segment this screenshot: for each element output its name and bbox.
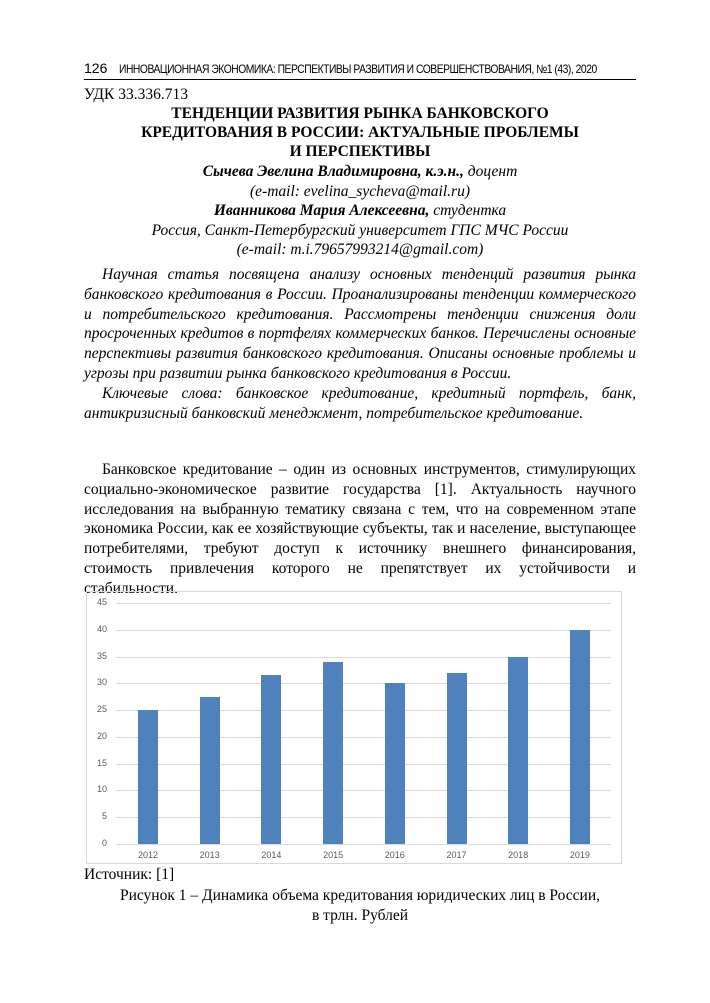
y-tick-label: 15 [96,757,107,768]
author-role: студентка [429,202,507,219]
caption-line: Рисунок 1 – Динамика объема кредитования юридических лиц в России, [119,887,601,904]
author-email: (e-mail: m.i.79657993214@gmail.com) [236,241,484,258]
title-line: КРЕДИТОВАНИЯ В РОССИИ: АКТУАЛЬНЫЕ ПРОБЛЕМЫ [141,124,579,141]
x-tick-label: 2017 [446,850,467,860]
x-tick-label: 2013 [199,850,220,860]
x-tick-label: 2014 [261,850,282,860]
gridline [116,790,611,791]
caption-line: в трлн. Рублей [311,906,409,924]
gridline [116,630,611,631]
x-tick-label: 2016 [384,850,405,860]
y-tick-label: 10 [96,784,107,795]
bar-2017 [447,673,467,844]
keywords: Ключевые слова: банковское кредитование, кредитный портфель, банк, антикризисный банковский менеджмент, потребительское кредитование. [84,384,636,422]
author-name: Сычева Эвелина Владимировна, к.э.н., [202,163,464,180]
body-text [84,460,636,599]
abstract [84,265,636,423]
gridline [116,657,611,658]
bar-2016 [385,683,405,844]
x-tick-label: 2012 [137,850,159,860]
abstract-text: Научная статья посвящена анализу основных тенденций развития рынка банковского кредитования в России. Проанализированы тенденции коммерческого и потребительского кредитования. Рассмотрены тенденции снижения доли просроченных кредитов в портфелях коммерческих банков. Перечислены основные перспективы развития банковского кредитования. Описаны основные проблемы и угрозы при развитии рынка банковского кредитования в России. [84,266,636,382]
bar-2018 [508,657,528,844]
y-tick-label: 35 [96,650,107,661]
author-name: Иванникова Мария Алексеевна, [213,202,430,219]
bar-2019 [570,630,590,844]
gridline [116,817,611,818]
x-tick-label: 2019 [569,850,590,860]
figure-caption [84,886,636,925]
author-1 [84,162,636,182]
page-number: 126 [84,60,108,76]
bar-chart [86,591,622,864]
gridline [116,737,611,738]
article-title [84,104,636,161]
y-tick-label: 0 [101,838,107,848]
bar-2012 [138,710,158,844]
title-line: ТЕНДЕНЦИИ РАЗВИТИЯ РЫНКА БАНКОВСКОГО [171,105,549,122]
author-2 [84,201,636,221]
y-tick-label: 25 [96,704,107,715]
author-role: доцент [463,163,518,180]
gridline [116,844,611,845]
author-affiliation: Россия, Санкт-Петербургский университет ГПС МЧС России [151,221,569,239]
gridline [116,764,611,765]
author-email: (e-mail: evelina_sycheva@mail.ru) [250,182,470,200]
title-line: И ПЕРСПЕКТИВЫ [289,143,431,160]
bar-2015 [323,662,343,844]
gridline [116,603,611,604]
y-tick-label: 40 [96,623,107,634]
gridline [116,710,611,711]
journal-title: ИННОВАЦИОННАЯ ЭКОНОМИКА: ПЕРСПЕКТИВЫ РАЗВИТИЯ И СОВЕРШЕНСТВОВАНИЯ, №1 (43), 2020 [119,62,598,76]
running-header [84,59,636,80]
bar-2013 [200,697,220,844]
figure-source: Источник: [1] [84,866,175,883]
udc-code: УДК 33.336.713 [84,86,188,103]
author-block [84,162,636,260]
body-paragraph: Банковское кредитование – один из основных инструментов, стимулирующих социально-экономическое развитие государства [1]. Актуальность научного исследования на выбранную тематику связана с тем, что на современном этапе экономика России, как ее хозяйствующие субъекты, так и население, выступающее потребителями, требуют доступ к источнику внешнего финансирования, стоимость привлечения которого не препятствует их устойчивости и стабильности. [84,461,636,597]
gridline [116,683,611,684]
bar-2014 [261,675,281,844]
y-tick-label: 5 [101,811,107,822]
x-tick-label: 2015 [323,850,344,860]
y-tick-label: 30 [96,677,107,688]
y-tick-label: 20 [96,730,107,741]
x-tick-label: 2018 [508,850,529,860]
y-tick-label: 45 [96,597,107,607]
